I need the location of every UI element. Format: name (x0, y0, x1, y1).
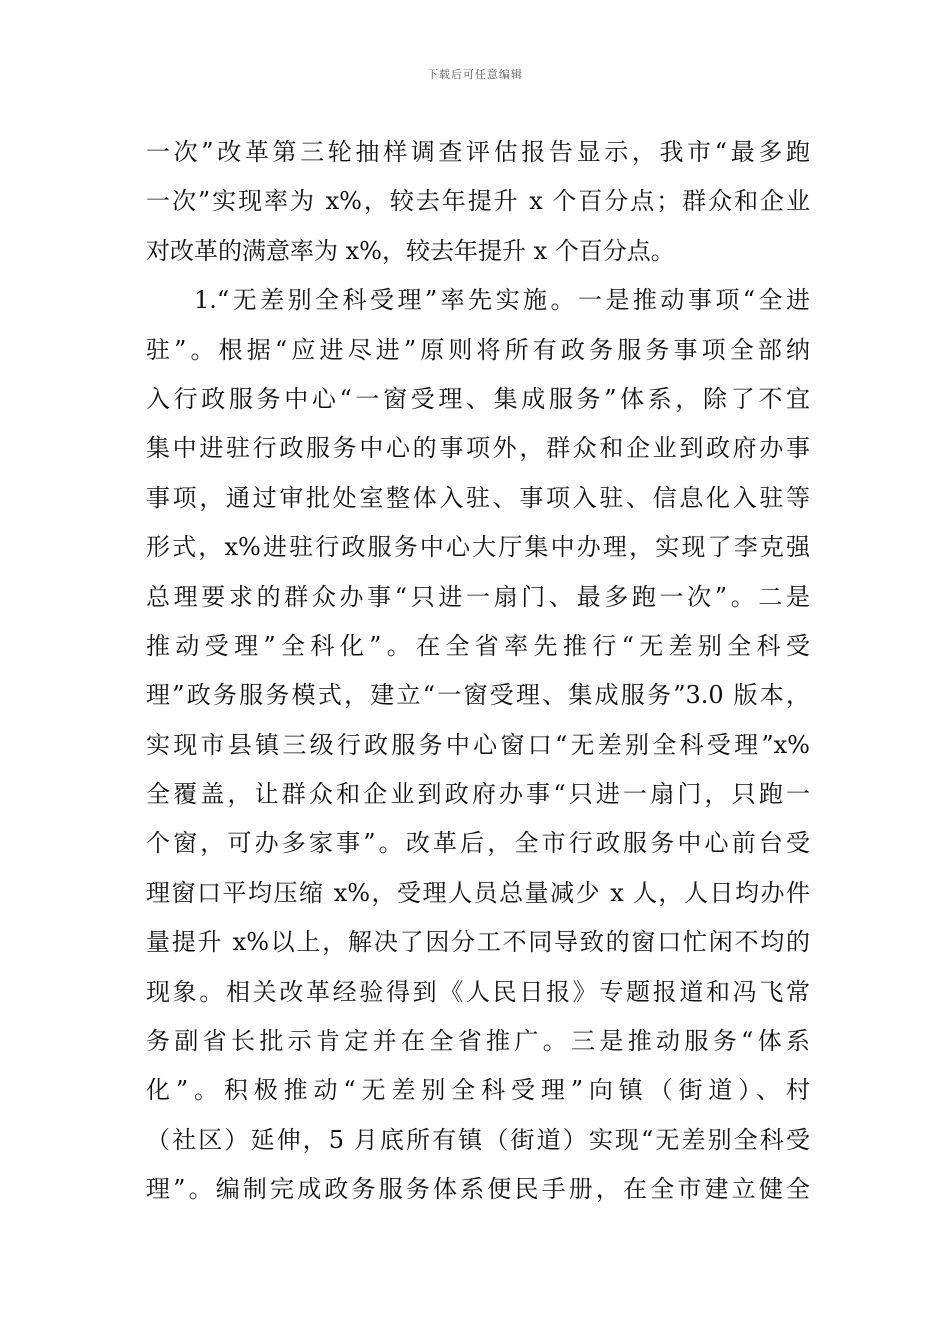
text-line: 务副省长批示肯定并在全省推广。三是推动服务“体系 (146, 1027, 810, 1056)
text-line: 理窗口平均压缩 x%，受理人员总量减少 x 人，人日均办件 (146, 878, 810, 907)
text-line: 推动受理”全科化”。在全省率先推行“无差别全科受 (146, 631, 810, 660)
text-line: 总理要求的群众办事“只进一扇门、最多跑一次”。二是 (146, 582, 810, 611)
text-line: 实现市县镇三级行政服务中心窗口“无差别全科受理”x% (146, 730, 810, 759)
body-text (146, 128, 810, 1215)
page-header: 下载后可任意编辑 (427, 68, 523, 81)
text-line: 事项，通过审批处室整体入驻、事项入驻、信息化入驻等 (146, 483, 810, 512)
text-line: 理”政务服务模式，建立“一窗受理、集成服务”3.0 版本， (146, 681, 810, 710)
paragraph-first-line: 1.“无差别全科受理”率先实施。一是推动事项“全进 (194, 286, 810, 315)
text-line: 量提升 x%以上，解决了因分工不同导致的窗口忙闲不均的 (146, 928, 810, 957)
text-line: 形式，x%进驻行政服务中心大厅集中办理，实现了李克强 (146, 533, 810, 562)
text-line: 入行政服务中心“一窗受理、集成服务”体系，除了不宜 (146, 384, 810, 413)
text-line: 现象。相关改革经验得到《人民日报》专题报道和冯飞常 (146, 977, 810, 1006)
text-line: 一次”实现率为 x%，较去年提升 x 个百分点；群众和企业 (146, 187, 810, 216)
text-line: 集中进驻行政服务中心的事项外，群众和企业到政府办事 (146, 434, 810, 463)
text-line: 对改革的满意率为 x%，较去年提升 x 个百分点。 (146, 236, 675, 265)
text-line: 个窗，可办多家事”。改革后，全市行政服务中心前台受 (146, 829, 810, 858)
text-line: 全覆盖，让群众和企业到政府办事“只进一扇门，只跑一 (146, 780, 810, 809)
text-line: 一次”改革第三轮抽样调查评估报告显示，我市“最多跑 (146, 138, 810, 166)
text-line: （社区）延伸，5 月底所有镇（街道）实现“无差别全科受 (146, 1125, 810, 1154)
text-line: 化”。积极推动“无差别全科受理”向镇（街道）、村 (146, 1076, 810, 1105)
text-line: 驻”。根据“应进尽进”原则将所有政务服务事项全部纳 (146, 335, 810, 364)
text-line: 理”。编制完成政务服务体系便民手册，在全市建立健全 (146, 1175, 810, 1204)
